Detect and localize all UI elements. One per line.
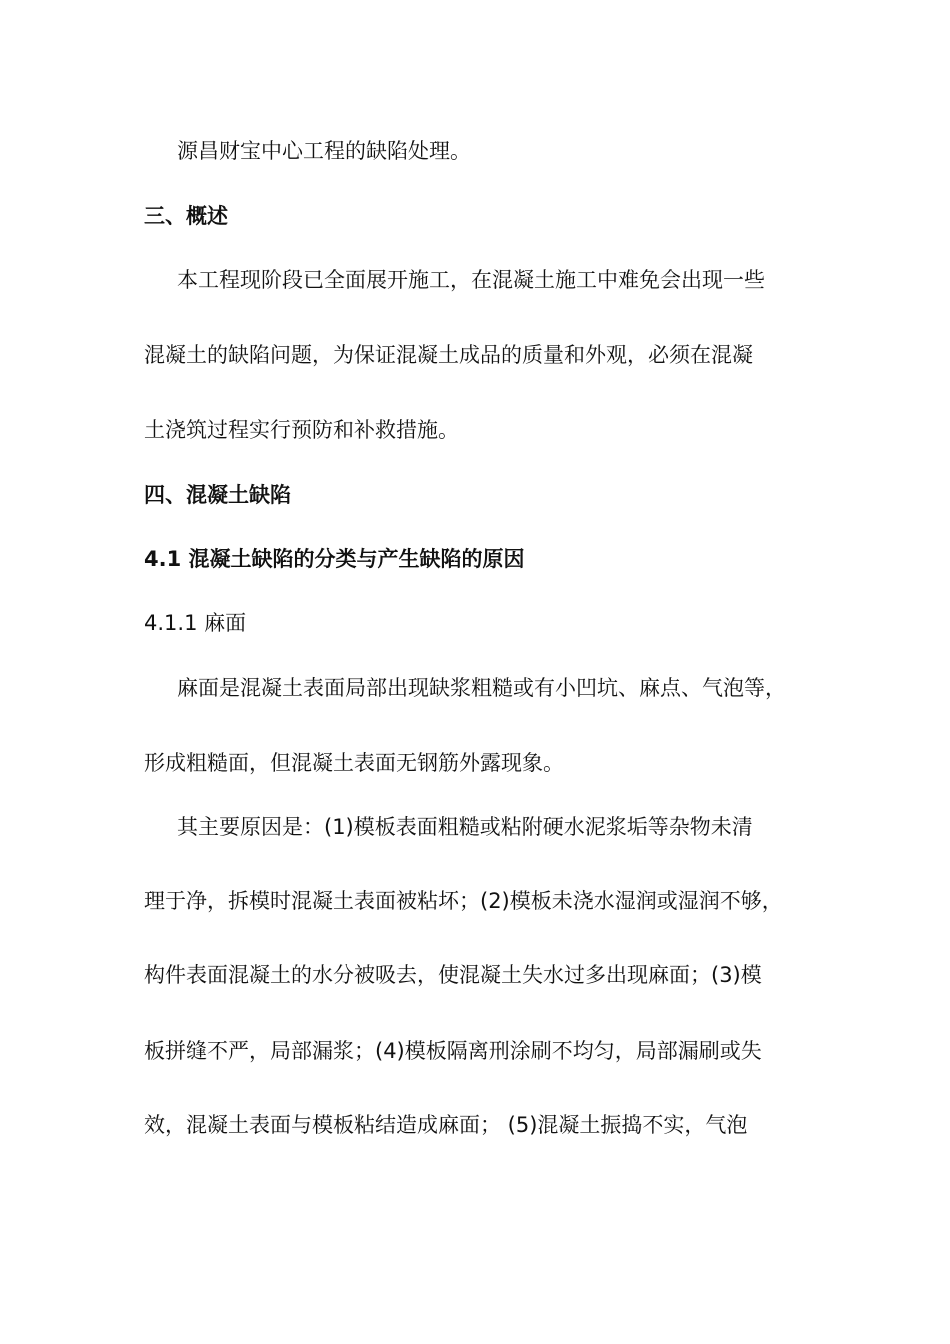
paragraph-line: 土浇筑过程实行预防和补救措施。	[144, 418, 459, 442]
paragraph-line: 源昌财宝中心工程的缺陷处理。	[177, 139, 471, 163]
paragraph-line: 效，混凝土表面与模板粘结造成麻面； (5)混凝土振捣不实，气泡	[144, 1113, 748, 1137]
paragraph-line: 板拼缝不严，局部漏浆；(4)模板隔离刑涂刷不均匀，局部漏刷或失	[144, 1039, 762, 1063]
section-heading: 四、混凝土缺陷	[144, 483, 291, 507]
paragraph-line: 形成粗糙面，但混凝土表面无钢筋外露现象。	[144, 751, 564, 775]
paragraph-line: 构件表面混凝土的水分被吸去，使混凝土失水过多出现麻面；(3)模	[144, 963, 762, 987]
paragraph-line: 理于净，拆模时混凝土表面被粘坏；(2)模板未浇水湿润或湿润不够，	[144, 889, 783, 913]
section-heading: 三、概述	[144, 204, 228, 228]
paragraph-line: 本工程现阶段已全面展开施工，在混凝土施工中难免会出现一些	[177, 268, 765, 292]
paragraph-line: 麻面是混凝土表面局部出现缺浆粗糙或有小凹坑、麻点、气泡等，	[177, 676, 786, 700]
subsubsection-heading: 4.1.1 麻面	[144, 611, 247, 635]
paragraph-line: 其主要原因是：(1)模板表面粗糙或粘附硬水泥浆垢等杂物未清	[177, 815, 753, 839]
paragraph-line: 混凝土的缺陷问题，为保证混凝土成品的质量和外观，必须在混凝	[144, 343, 753, 367]
subsection-heading: 4.1 混凝土缺陷的分类与产生缺陷的原因	[144, 547, 525, 571]
